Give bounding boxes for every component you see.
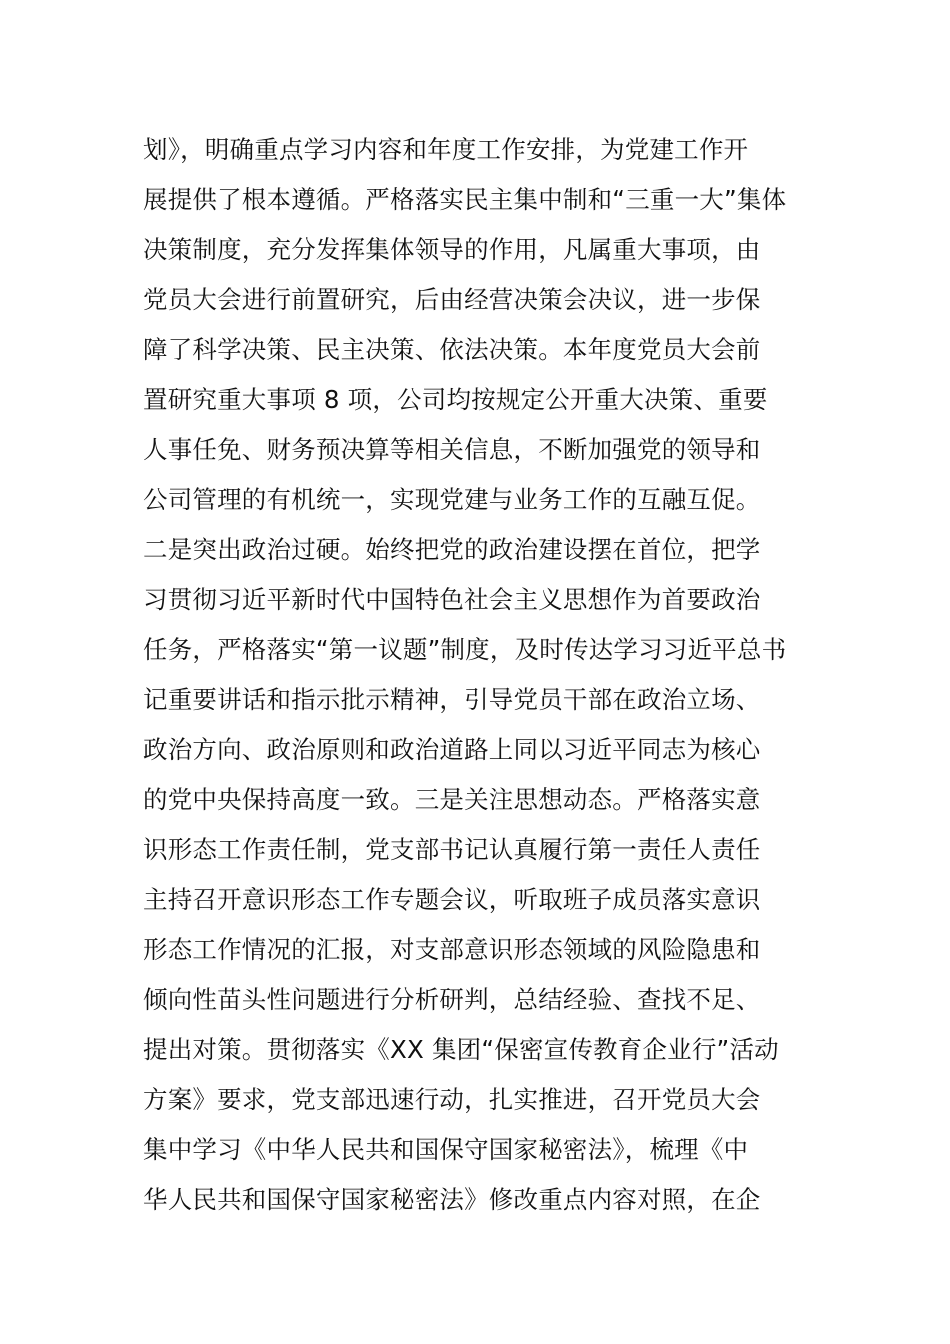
text-line: 华人民共和国保守国家秘密法》修改重点内容对照，在企 <box>143 1185 761 1214</box>
text-line: 二是突出政治过硬。始终把党的政治建设摆在首位，把学 <box>143 535 761 564</box>
text-line: 记重要讲话和指示批示精神，引导党员干部在政治立场、 <box>143 685 761 714</box>
text-line: 形态工作情况的汇报，对支部意识形态领域的风险隐患和 <box>143 935 761 964</box>
text-line: 决策制度，充分发挥集体领导的作用，凡属重大事项，由 <box>143 235 761 264</box>
text-line: 政治方向、政治原则和政治道路上同以习近平同志为核心 <box>143 735 761 764</box>
text-line: 公司管理的有机统一，实现党建与业务工作的互融互促。 <box>143 485 761 514</box>
text-line: 障了科学决策、民主决策、依法决策。本年度党员大会前 <box>143 335 761 364</box>
text-line: 倾向性苗头性问题进行分析研判，总结经验、查找不足、 <box>143 985 761 1014</box>
text-line: 置研究重大事项 8 项，公司均按规定公开重大决策、重要 <box>143 385 768 414</box>
text-line: 的党中央保持高度一致。三是关注思想动态。严格落实意 <box>143 785 761 814</box>
text-line: 习贯彻习近平新时代中国特色社会主义思想作为首要政治 <box>143 585 761 614</box>
text-line: 集中学习《中华人民共和国保守国家秘密法》，梳理《中 <box>143 1135 749 1164</box>
text-line: 提出对策。贯彻落实《XX 集团“保密宣传教育企业行”活动 <box>143 1035 779 1064</box>
text-line: 方案》要求，党支部迅速行动，扎实推进，召开党员大会 <box>143 1085 761 1114</box>
text-line: 任务，严格落实“第一议题”制度，及时传达学习习近平总书 <box>143 635 787 664</box>
text-line: 党员大会进行前置研究，后由经营决策会决议，进一步保 <box>143 285 761 314</box>
text-line: 识形态工作责任制，党支部书记认真履行第一责任人责任 <box>143 835 761 864</box>
text-line: 展提供了根本遵循。严格落实民主集中制和“三重一大”集体 <box>143 185 787 214</box>
text-line: 划》，明确重点学习内容和年度工作安排，为党建工作开 <box>143 135 749 164</box>
text-line: 主持召开意识形态工作专题会议，听取班子成员落实意识 <box>143 885 761 914</box>
text-line: 人事任免、财务预决算等相关信息，不断加强党的领导和 <box>143 435 761 464</box>
body-text <box>143 125 813 1225</box>
